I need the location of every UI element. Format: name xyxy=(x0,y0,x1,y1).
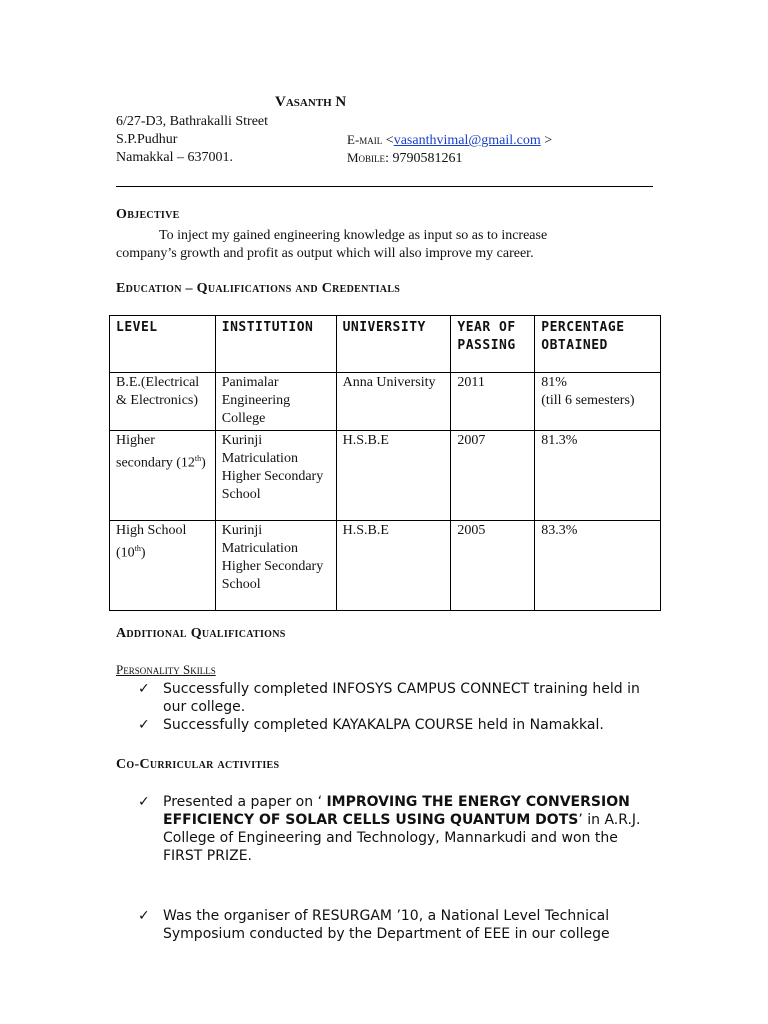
checkmark-icon: ✓ xyxy=(138,717,150,733)
cell-level: Higher secondary (12th) xyxy=(110,431,216,521)
cell-year: 2005 xyxy=(451,521,535,611)
checkmark-icon: ✓ xyxy=(138,794,150,810)
email-prefix: < xyxy=(382,133,394,148)
list-item: ✓ Presented a paper on ‘ IMPROVING THE ENERGY CONVERSION EFFICIENCY OF SOLAR CELLS USING QUANTUM DOTS’ in A.R.J. College of Engineering and Technology, Mannarkudi and won the FIRST PRIZE. xyxy=(138,794,641,864)
column-header: LEVEL xyxy=(110,316,216,373)
list-item: ✓ Successfully completed KAYAKALPA COURSE held in Namakkal. xyxy=(138,717,604,733)
cell-university: H.S.B.E xyxy=(336,521,451,611)
cocurricular-list-2 xyxy=(138,907,653,943)
cell-percentage: 83.3% xyxy=(535,521,661,611)
column-header: INSTITUTION xyxy=(215,316,336,373)
address-line: Namakkal – 637001. xyxy=(116,150,234,165)
education-table xyxy=(109,315,661,611)
cocurricular-heading: Co-Curricular activities xyxy=(116,757,280,772)
cell-institution: Kurinji Matriculation Higher Secondary School xyxy=(215,521,336,611)
list-item: ✓ Was the organiser of RESURGAM ’10, a National Level Technical Symposium conducted by the Department of EEE in our college xyxy=(138,908,610,942)
candidate-name: Vasanth N xyxy=(275,94,347,110)
objective-heading: Objective xyxy=(116,207,180,222)
address-line: 6/27-D3, Bathrakalli Street xyxy=(116,114,269,129)
checkmark-icon: ✓ xyxy=(138,681,150,697)
header-divider xyxy=(116,186,653,187)
cell-level: High School (10th) xyxy=(110,521,216,611)
column-header: PERCENTAGE OBTAINED xyxy=(535,316,661,373)
email-suffix: > xyxy=(540,133,553,148)
cocurricular-list xyxy=(138,793,653,865)
education-heading: Education – Qualifications and Credentials xyxy=(116,281,401,296)
personality-skills-subheading: Personality Skills xyxy=(116,662,216,677)
column-header: UNIVERSITY xyxy=(336,316,451,373)
cell-percentage: 81% (till 6 semesters) xyxy=(535,373,661,431)
email-line xyxy=(347,131,552,149)
cell-university: Anna University xyxy=(336,373,451,431)
email-label: E-mail xyxy=(347,132,383,147)
address-block xyxy=(116,113,268,167)
cell-university: H.S.B.E xyxy=(336,431,451,521)
table-row xyxy=(110,373,661,431)
table-row xyxy=(110,431,661,521)
email-link[interactable]: vasanthvimal@gmail.com xyxy=(393,133,541,148)
mobile-label: Mobile xyxy=(347,150,386,165)
objective-line: To inject my gained engineering knowledge as input so as to increase xyxy=(159,228,548,243)
table-row xyxy=(110,521,661,611)
table-header-row xyxy=(110,316,661,373)
mobile-line xyxy=(347,149,552,167)
cell-level: B.E.(Electrical & Electronics) xyxy=(110,373,216,431)
personality-skills-list xyxy=(138,680,653,734)
contact-block xyxy=(347,131,552,167)
objective-line: company’s growth and profit as output which will also improve my career. xyxy=(116,246,534,261)
column-header: YEAR OF PASSING xyxy=(451,316,535,373)
list-item: ✓ Successfully completed INFOSYS CAMPUS CONNECT training held in our college. xyxy=(138,681,640,715)
cell-year: 2007 xyxy=(451,431,535,521)
mobile-value: : 9790581261 xyxy=(385,151,463,166)
cell-institution: Kurinji Matriculation Higher Secondary School xyxy=(215,431,336,521)
checkmark-icon: ✓ xyxy=(138,908,150,924)
additional-heading: Additional Qualifications xyxy=(116,626,286,641)
objective-text xyxy=(116,227,636,263)
cell-year: 2011 xyxy=(451,373,535,431)
cell-percentage: 81.3% xyxy=(535,431,661,521)
address-line: S.P.Pudhur xyxy=(116,132,178,147)
cell-institution: Panimalar Engineering College xyxy=(215,373,336,431)
